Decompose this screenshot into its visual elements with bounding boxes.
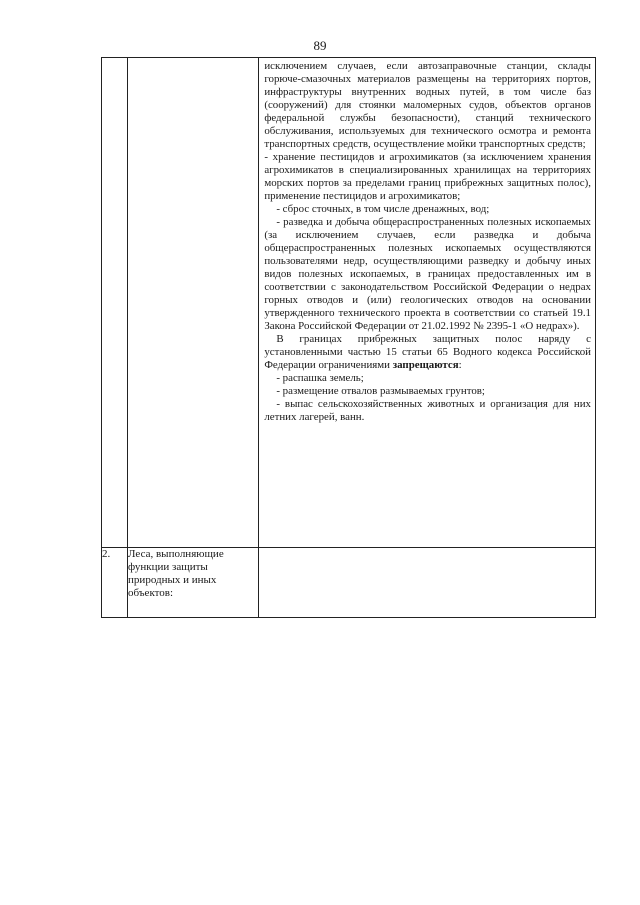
row-text-cell bbox=[259, 548, 596, 618]
colon-text: : bbox=[458, 359, 462, 371]
row-text-cell bbox=[259, 58, 596, 548]
text-paragraph: - распашка земель; bbox=[276, 372, 364, 384]
page-number: 89 bbox=[313, 38, 327, 53]
text-paragraph: - выпас сельскохозяйственных животных и организация для них летних лагерей, ванн. bbox=[264, 398, 591, 423]
regulation-table bbox=[101, 57, 596, 618]
row-number-cell: 2. bbox=[102, 548, 128, 618]
text-paragraph: - разведка и добыча общераспространенных полезных ископаемых (за исключением случаев, если разведка и добыча общераспространенных полезных ископаемых осуществляются пользователями недр, осуществляющими разведку и добычу иных видов полезных ископаемых, в границах предоставленных им в соответствии с законодательством Российской Федерации о недрах горных отводов и (или) геологических отводов на основании утвержденного технического проекта в соответствии со статьей 19.1 Закона Российской Федерации от 21.02.1992 № 2395-1 «О недрах»). bbox=[264, 216, 591, 332]
text-paragraph: - размещение отвалов размываемых грунтов; bbox=[276, 385, 485, 397]
row-name-cell: Леса, выполняющие функции защиты природных и иных объектов: bbox=[128, 548, 259, 618]
restriction-intro-text: В границах прибрежных защитных полос наряду с установленными частью 15 статьи 65 Водного кодекса Российской Федерации ограничениями bbox=[264, 333, 591, 371]
text-paragraph: исключением случаев, если автозаправочные станции, склады горюче-смазочных материалов размещены на территориях портов, инфраструктуры внутренних водных путей, в том числе баз (сооружений) для стоянки маломерных судов, объектов органов федеральной службы безопасности), станций технического обслуживания, используемых для технического осмотра и ремонта транспортных средств, осуществление мойки транспортных средств; bbox=[264, 60, 591, 150]
row-name-cell bbox=[128, 58, 259, 548]
text-paragraph bbox=[264, 333, 591, 372]
row-number-cell bbox=[102, 58, 128, 548]
table-row bbox=[102, 58, 596, 548]
prohibited-emphasis: запрещаются bbox=[392, 359, 459, 371]
text-paragraph: - сброс сточных, в том числе дренажных, вод; bbox=[276, 203, 490, 215]
text-paragraph: - хранение пестицидов и агрохимикатов (за исключением хранения агрохимикатов в специализированных хранилищах на территориях морских портов за пределами границ прибрежных защитных полос), применение пестицидов и агрохимикатов; bbox=[264, 151, 591, 202]
table-row bbox=[102, 548, 596, 618]
